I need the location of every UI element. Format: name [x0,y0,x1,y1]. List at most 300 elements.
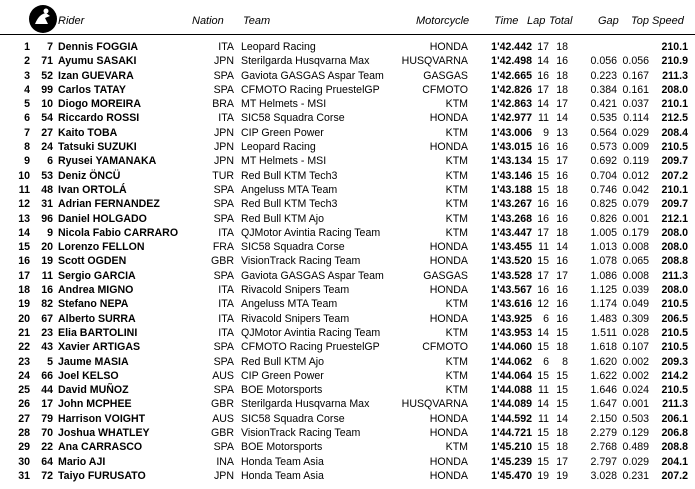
cell-total: 18 [556,83,568,96]
cell-lap: 15 [537,183,549,196]
cell-gap1: 3.028 [590,469,617,482]
cell-lap: 15 [537,455,549,468]
cell-time: 1'45.470 [491,469,532,482]
cell-rider: Elia BARTOLINI [58,326,138,339]
cell-rider: Scott OGDEN [58,255,127,268]
cell-num: 17 [41,398,53,411]
cell-gap2: 0.119 [623,155,649,168]
cell-team: Leopard Racing [241,41,316,53]
cell-pos: 18 [18,284,30,297]
table-row [0,283,695,297]
cell-team: MT Helmets - MSI [241,98,327,111]
cell-moto: KTM [445,298,468,311]
cell-num: 23 [41,326,53,339]
cell-team: SIC58 Squadra Corse [241,241,345,254]
cell-pos: 28 [18,427,30,440]
cell-nation: JPN [213,141,234,154]
cell-moto: CFMOTO [422,341,468,354]
cell-moto: KTM [445,226,468,239]
cell-team: Sterilgarda Husqvarna Max [241,55,370,68]
cell-total: 18 [556,341,568,354]
cell-num: 43 [41,341,53,354]
cell-rider: Stefano NEPA [58,298,129,311]
cell-gap2: 0.039 [622,284,649,297]
header-time: Time [494,15,519,27]
cell-rider: Diogo MOREIRA [58,98,141,111]
cell-moto: HONDA [429,284,468,297]
table-row [0,312,695,326]
cell-team: QJMotor Avintia Racing Team [241,226,381,239]
cell-lap: 11 [538,112,549,125]
cell-total: 17 [556,269,568,282]
cell-time: 1'43.567 [491,284,532,297]
cell-moto: KTM [445,384,468,397]
cell-nation: JPN [213,55,234,68]
cell-gap2: 0.029 [622,126,649,139]
cell-pos: 5 [24,98,30,111]
cell-total: 15 [556,326,568,339]
cell-speed: 204.1 [661,455,688,468]
cell-gap1: 1.174 [590,298,617,311]
cell-time: 1'42.665 [491,69,532,82]
cell-gap2: 0.012 [622,169,649,182]
table-row [0,412,695,426]
cell-nation: SPA [213,269,234,282]
cell-team: Angeluss MTA Team [241,298,338,311]
cell-time: 1'43.146 [491,169,532,182]
cell-time: 1'44.088 [491,384,532,397]
cell-rider: David MUÑOZ [58,384,129,397]
cell-pos: 30 [18,455,30,468]
cell-nation: ITA [218,298,234,311]
cell-total: 16 [556,298,568,311]
cell-moto: KTM [445,198,468,211]
cell-gap1: 0.564 [590,126,617,139]
cell-team: SIC58 Squadra Corse [241,112,345,125]
cell-gap1: 0.825 [590,198,617,211]
cell-nation: JPN [213,469,234,482]
cell-speed: 207.2 [661,169,688,182]
cell-time: 1'42.442 [491,41,532,53]
cell-gap2: 0.167 [622,69,649,82]
table-row [0,97,695,111]
cell-gap1: 2.768 [590,441,617,454]
cell-total: 18 [556,41,568,53]
cell-num: 48 [41,183,53,196]
cell-nation: ITA [218,284,234,297]
cell-num: 22 [41,441,53,454]
table-row [0,383,695,397]
cell-team: Honda Team Asia [241,469,324,482]
cell-team: Red Bull KTM Tech3 [241,169,338,182]
table-row [0,197,695,211]
cell-total: 14 [556,112,568,125]
cell-num: 54 [41,112,53,125]
table-row [0,154,695,168]
cell-team: CFMOTO Racing PruestelGP [241,341,380,354]
cell-pos: 10 [18,169,30,182]
cell-nation: ITA [218,226,234,239]
cell-gap1: 1.511 [591,326,617,339]
cell-num: 53 [41,169,53,182]
cell-gap2: 0.029 [622,455,649,468]
cell-lap: 14 [537,98,549,111]
header-nation: Nation [192,15,224,27]
cell-gap2: 0.002 [622,369,649,382]
cell-rider: Joshua WHATLEY [58,427,150,440]
cell-nation: SPA [213,198,234,211]
cell-speed: 210.1 [661,41,688,53]
table-row [0,126,695,140]
cell-speed: 210.1 [661,98,688,111]
cell-speed: 210.9 [661,55,688,68]
cell-gap1: 1.125 [590,284,617,297]
cell-gap2: 0.079 [622,198,649,211]
cell-pos: 3 [24,69,30,82]
cell-moto: HONDA [429,455,468,468]
cell-pos: 4 [24,83,30,96]
cell-gap2: 0.008 [622,269,649,282]
cell-speed: 207.2 [661,469,688,482]
cell-rider: Tatsuki SUZUKI [58,141,137,154]
cell-speed: 210.5 [661,341,688,354]
cell-pos: 2 [24,55,30,68]
cell-moto: HUSQVARNA [401,398,468,411]
cell-lap: 6 [543,312,549,325]
cell-nation: SPA [213,341,234,354]
cell-gap2: 0.042 [622,183,649,196]
cell-lap: 16 [537,69,549,82]
cell-speed: 211.3 [662,269,688,282]
cell-pos: 6 [24,112,30,125]
cell-total: 15 [556,369,568,382]
cell-team: Angeluss MTA Team [241,183,338,196]
cell-lap: 15 [537,155,549,168]
cell-num: 31 [41,198,53,211]
header-rider: Rider [58,15,85,27]
cell-total: 13 [556,126,568,139]
cell-num: 16 [41,284,53,297]
table-row [0,69,695,83]
cell-gap1: 0.704 [590,169,617,182]
cell-nation: SPA [213,355,234,368]
cell-nation: ITA [218,112,234,125]
cell-speed: 209.7 [661,155,688,168]
cell-lap: 15 [537,255,549,268]
cell-gap1: 1.620 [590,355,617,368]
cell-total: 17 [556,455,568,468]
cell-nation: INA [216,455,234,468]
table-row [0,469,695,483]
cell-lap: 17 [537,41,549,53]
cell-num: 67 [41,312,53,325]
cell-lap: 6 [543,355,549,368]
cell-team: Gaviota GASGAS Aspar Team [241,69,384,82]
header-gap: Gap [598,15,619,27]
cell-total: 18 [556,69,568,82]
cell-num: 71 [41,55,53,68]
cell-num: 19 [41,255,53,268]
cell-num: 24 [41,141,53,154]
cell-gap1: 0.573 [590,141,617,154]
cell-gap1: 0.384 [590,83,617,96]
cell-nation: GBR [211,255,234,268]
cell-rider: Joel KELSO [58,369,119,382]
cell-speed: 209.3 [661,355,688,368]
cell-pos: 8 [24,141,30,154]
cell-speed: 208.0 [661,284,688,297]
cell-team: Rivacold Snipers Team [241,312,350,325]
cell-nation: SPA [213,384,234,397]
cell-num: 9 [47,226,53,239]
cell-total: 18 [556,226,568,239]
cell-pos: 13 [18,212,30,225]
table-row [0,254,695,268]
cell-pos: 11 [18,183,30,196]
table-row [0,426,695,440]
cell-gap1: 1.013 [590,241,617,254]
cell-total: 18 [556,441,568,454]
table-row [0,111,695,125]
cell-total: 15 [556,398,568,411]
cell-lap: 16 [537,141,549,154]
cell-num: 99 [41,83,53,96]
cell-gap2: 0.037 [622,98,649,111]
cell-num: 10 [41,98,53,111]
cell-moto: KTM [445,326,468,339]
cell-nation: GBR [211,427,234,440]
cell-lap: 19 [537,469,549,482]
cell-gap1: 1.622 [590,369,617,382]
cell-lap: 14 [537,398,549,411]
cell-nation: BRA [212,98,234,111]
cell-speed: 210.5 [661,326,688,339]
cell-time: 1'44.721 [491,427,532,440]
cell-pos: 19 [18,298,30,311]
cell-lap: 16 [537,212,549,225]
cell-total: 18 [556,183,568,196]
cell-gap2: 0.002 [622,355,649,368]
cell-time: 1'44.062 [491,355,532,368]
table-row [0,340,695,354]
cell-pos: 20 [18,312,30,325]
cell-gap1: 2.279 [590,427,617,440]
cell-gap2: 0.056 [622,55,649,68]
cell-gap1: 0.535 [590,112,617,125]
cell-total: 18 [556,427,568,440]
cell-time: 1'42.863 [491,98,532,111]
cell-nation: SPA [213,441,234,454]
cell-gap2: 0.161 [622,83,649,96]
cell-time: 1'45.210 [491,441,532,454]
cell-nation: ITA [218,41,234,53]
cell-moto: KTM [445,355,468,368]
cell-team: BOE Motorsports [241,384,323,397]
cell-moto: KTM [445,169,468,182]
cell-lap: 11 [538,241,549,254]
cell-gap2: 0.001 [622,398,649,411]
cell-team: Rivacold Snipers Team [241,284,350,297]
cell-total: 19 [556,469,568,482]
cell-moto: GASGAS [423,269,468,282]
cell-time: 1'44.064 [491,369,532,382]
cell-pos: 23 [18,355,30,368]
cell-num: 7 [47,41,53,53]
cell-gap1: 1.647 [590,398,617,411]
cell-pos: 14 [18,226,30,239]
cell-team: Gaviota GASGAS Aspar Team [241,269,384,282]
cell-speed: 210.5 [661,141,688,154]
cell-pos: 21 [18,326,30,339]
table-row [0,83,695,97]
cell-nation: AUS [212,369,234,382]
cell-rider: Adrian FERNANDEZ [58,198,160,211]
cell-time: 1'43.267 [491,198,532,211]
cell-lap: 16 [537,198,549,211]
cell-pos: 7 [24,126,30,139]
header-motorcycle: Motorcycle [416,15,470,27]
cell-lap: 12 [537,298,549,311]
cell-total: 16 [556,312,568,325]
cell-speed: 208.0 [661,226,688,239]
cell-rider: Sergio GARCIA [58,269,136,282]
cell-total: 17 [556,98,568,111]
cell-gap1: 0.826 [590,212,617,225]
cell-total: 16 [556,198,568,211]
cell-total: 17 [556,155,568,168]
cell-gap2: 0.028 [622,326,649,339]
cell-gap1: 1.483 [590,312,617,325]
cell-rider: Xavier ARTIGAS [58,341,141,354]
cell-time: 1'44.089 [491,398,532,411]
cell-speed: 209.7 [661,198,688,211]
cell-team: CIP Green Power [241,126,324,139]
cell-speed: 208.8 [661,255,688,268]
cell-time: 1'43.925 [491,312,532,325]
cell-pos: 12 [18,198,30,211]
cell-team: Sterilgarda Husqvarna Max [241,398,370,411]
cell-rider: Riccardo ROSSI [58,112,140,125]
motorcycle-rider-icon [28,4,58,34]
cell-lap: 17 [537,226,549,239]
cell-time: 1'43.616 [491,298,532,311]
cell-time: 1'43.528 [491,269,532,282]
cell-speed: 206.1 [661,412,688,425]
cell-gap2: 0.129 [622,427,649,440]
cell-nation: AUS [212,412,234,425]
cell-team: VisionTrack Racing Team [241,255,361,268]
cell-rider: Dennis FOGGIA [58,41,139,53]
results-header [0,0,695,36]
cell-pos: 15 [18,241,30,254]
cell-time: 1'42.977 [491,112,532,125]
cell-gap2: 0.503 [622,412,649,425]
cell-total: 16 [556,169,568,182]
cell-rider: Izan GUEVARA [58,69,134,82]
cell-moto: KTM [445,369,468,382]
table-row [0,40,695,54]
cell-gap2: 0.114 [623,112,649,125]
cell-rider: Kaito TOBA [58,126,118,139]
cell-time: 1'43.188 [491,183,532,196]
cell-rider: Harrison VOIGHT [58,412,146,425]
table-row [0,140,695,154]
cell-nation: GBR [211,398,234,411]
cell-lap: 14 [537,55,549,68]
cell-speed: 208.8 [661,441,688,454]
cell-team: Red Bull KTM Tech3 [241,198,338,211]
cell-time: 1'42.826 [491,83,532,96]
cell-rider: Ivan ORTOLÁ [58,183,127,196]
cell-time: 1'43.447 [491,226,532,239]
cell-pos: 25 [18,384,30,397]
cell-speed: 206.8 [661,427,688,440]
table-row [0,397,695,411]
cell-nation: ITA [218,312,234,325]
cell-speed: 208.0 [661,241,688,254]
cell-time: 1'43.953 [491,326,532,339]
cell-rider: Alberto SURRA [58,312,136,325]
cell-lap: 17 [537,83,549,96]
cell-moto: KTM [445,183,468,196]
cell-rider: Deniz ÖNCÜ [58,169,121,182]
cell-moto: HONDA [429,112,468,125]
cell-nation: SPA [213,69,234,82]
cell-moto: HUSQVARNA [401,55,468,68]
table-row [0,183,695,197]
cell-team: QJMotor Avintia Racing Team [241,326,381,339]
cell-speed: 212.5 [661,112,688,125]
cell-gap2: 0.179 [622,226,649,239]
cell-rider: Jaume MASIA [58,355,129,368]
cell-speed: 210.5 [661,384,688,397]
table-row [0,169,695,183]
cell-num: 11 [41,269,53,282]
cell-lap: 15 [537,369,549,382]
header-top-speed: Top Speed [631,15,684,27]
table-row [0,440,695,454]
cell-total: 8 [562,355,568,368]
cell-time: 1'43.455 [491,241,532,254]
cell-total: 15 [556,384,568,397]
cell-gap1: 1.078 [590,255,617,268]
table-row [0,212,695,226]
cell-lap: 15 [537,427,549,440]
cell-gap1: 0.746 [590,183,617,196]
cell-time: 1'43.520 [491,255,532,268]
cell-nation: ITA [218,326,234,339]
cell-nation: SPA [213,183,234,196]
cell-num: 44 [41,384,53,397]
cell-lap: 17 [537,269,549,282]
cell-gap2: 0.489 [622,441,649,454]
cell-lap: 11 [538,412,549,425]
cell-moto: HONDA [429,255,468,268]
cell-num: 82 [41,298,53,311]
cell-num: 64 [41,455,53,468]
cell-moto: HONDA [429,412,468,425]
cell-nation: FRA [212,241,234,254]
cell-pos: 1 [24,41,30,53]
header-total: Total [549,15,573,27]
cell-lap: 15 [537,341,549,354]
cell-rider: Taiyo FURUSATO [58,469,146,482]
cell-gap1: 0.421 [590,98,617,111]
cell-total: 16 [556,284,568,297]
cell-total: 16 [556,55,568,68]
cell-rider: John MCPHEE [58,398,132,411]
cell-speed: 211.3 [662,398,688,411]
